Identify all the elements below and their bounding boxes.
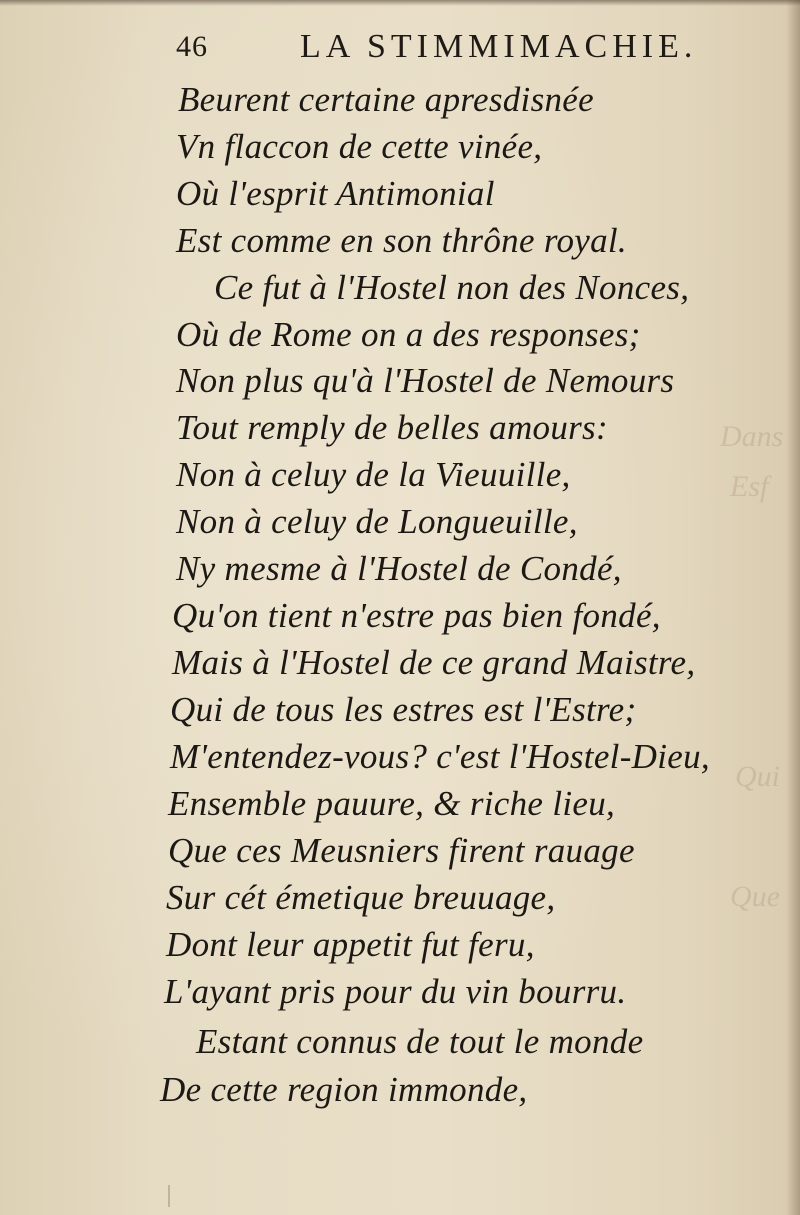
verse-line: Où de Rome on a des responses; xyxy=(176,315,641,354)
running-title: LA STIMMIMACHIE. xyxy=(300,28,698,65)
verse-line: Estant connus de tout le monde xyxy=(196,1022,644,1061)
page-edge-shadow xyxy=(786,0,800,1215)
running-header xyxy=(172,22,772,72)
verse-line: Non plus qu'à l'Hostel de Nemours xyxy=(176,361,675,400)
verse-line: Non à celuy de la Vieuuille, xyxy=(176,455,571,494)
verse-line: Ensemble pauure, & riche lieu, xyxy=(168,784,616,823)
verse-line: Sur cét émetique breuuage, xyxy=(166,878,556,917)
verse-line: Ce fut à l'Hostel non des Nonces, xyxy=(214,268,690,307)
verse-line: M'entendez-vous? c'est l'Hostel-Dieu, xyxy=(170,737,710,776)
verse-line: Dont leur appetit fut feru, xyxy=(166,925,535,964)
page-number: 46 xyxy=(176,30,208,63)
verse-line: Mais à l'Hostel de ce grand Maistre, xyxy=(172,643,696,682)
verse-line: Est comme en son thrône royal. xyxy=(176,221,627,260)
verse-line: Vn flaccon de cette vinée, xyxy=(176,127,543,166)
show-through-text: Que xyxy=(730,880,780,913)
page-top-edge xyxy=(0,0,800,6)
verse-line: Qui de tous les estres est l'Estre; xyxy=(170,690,637,729)
show-through-text: Dans xyxy=(720,420,784,453)
verse-line: Ny mesme à l'Hostel de Condé, xyxy=(176,549,622,588)
verse-line: Tout remply de belles amours: xyxy=(176,408,608,447)
show-through-text: Esf xyxy=(730,470,769,503)
verse-line: Qu'on tient n'estre pas bien fondé, xyxy=(172,596,661,635)
verse-line: De cette region immonde, xyxy=(160,1070,528,1109)
verse-line: Beurent certaine apresdisnée xyxy=(178,80,594,119)
verse-line: Que ces Meusniers firent rauage xyxy=(168,831,635,870)
paper-mark xyxy=(168,1185,170,1207)
verse-line: Non à celuy de Longueuille, xyxy=(176,502,578,541)
verse-line: L'ayant pris pour du vin bourru. xyxy=(164,972,627,1011)
verse-line: Où l'esprit Antimonial xyxy=(176,174,495,213)
show-through-text: Qui xyxy=(735,760,780,793)
